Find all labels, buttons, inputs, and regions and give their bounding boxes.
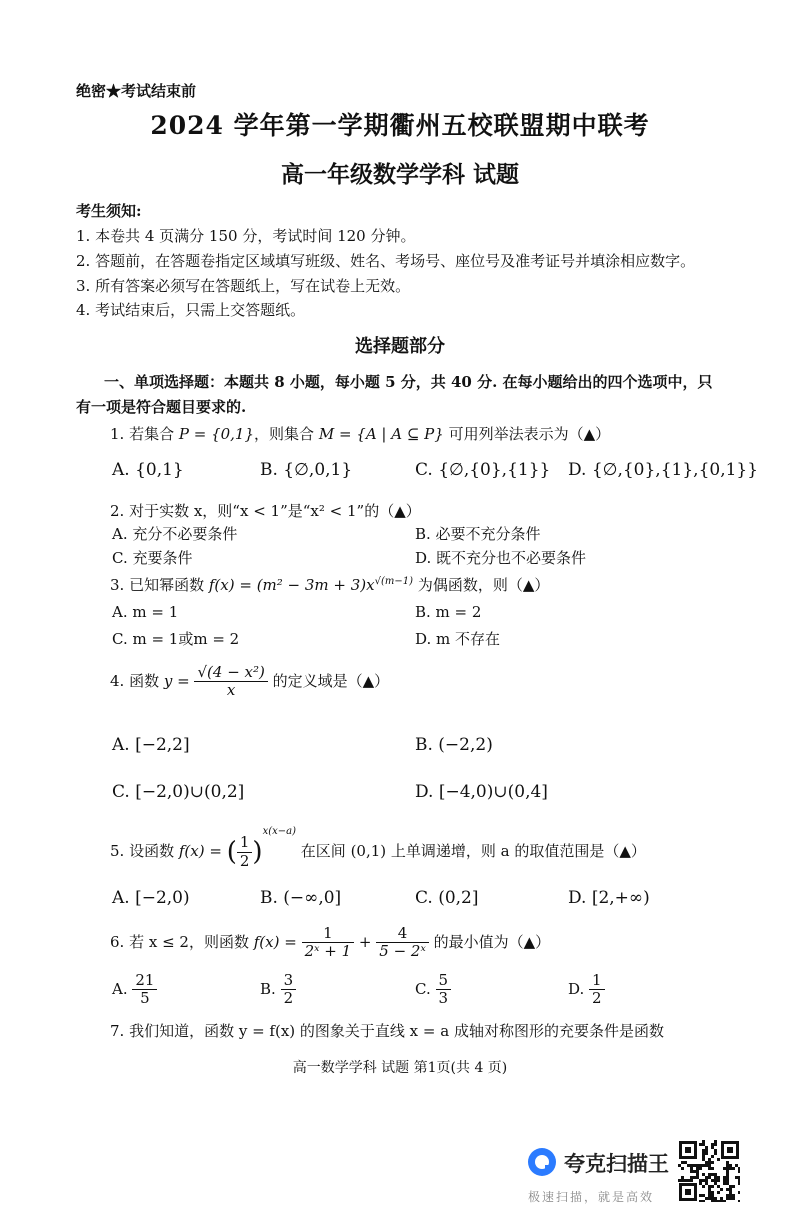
q6-option-c: C. $\frac{5}{3}$ xyxy=(415,972,451,1008)
notice-item: 3. 所有答案必须写在答题纸上，写在试卷上无效。 xyxy=(76,277,411,295)
notice-item: 4. 考试结束后，只需上交答题纸。 xyxy=(76,301,306,319)
secret-label: 绝密★考试结束前 xyxy=(76,82,197,100)
question-3-stem: 3. 已知幂函数 $f(x) = (m^2 - 3m + 3)x^{√(m-1)}$ 为偶函数，则（▲） xyxy=(110,576,550,594)
q4-option-d: D. [−4,0)∪(0,4] xyxy=(415,782,548,802)
question-1-stem: 1. 若集合 P = {0,1}，则集合 M = {A | A ⊆ P} 可用列举法表示为（▲） xyxy=(110,425,611,443)
question-7-stem: 7. 我们知道，函数 y = f(x) 的图象关于直线 x = a 成轴对称图形的充要条件是函数 xyxy=(110,1022,664,1040)
q4-option-a: A. [−2,2] xyxy=(112,735,190,755)
q3-option-c: C. m = 1或m = 2 xyxy=(112,630,240,648)
question-5-stem: 5. 设函数 f(x) = ( $\frac{1}{2}$ )$^{x(x-a)}$ 在区间 (0,1) 上单调递增，则 a 的取值范围是（▲） xyxy=(110,826,646,870)
notice-item: 2. 答题前，在答题卷指定区域填写班级、姓名、考场号、座位号及准考证号并填涂相应数字。 xyxy=(76,252,696,270)
q4-option-b: B. (−2,2) xyxy=(415,735,493,755)
q6-fraction-1: $\frac{1}{\text{2ˣ + 1}}$ xyxy=(302,925,355,961)
q6-option-d: D. $\frac{1}{2}$ xyxy=(568,972,605,1008)
q1-option-c: C. {∅,{0},{1}} xyxy=(415,460,551,480)
q6-fraction-2: $\frac{4}{\text{5 − 2ˣ}}$ xyxy=(376,925,429,961)
q3-option-a: A. m = 1 xyxy=(112,603,179,621)
qr-code-icon xyxy=(678,1140,740,1202)
q1-option-d: D. {∅,{0},{1},{0,1}} xyxy=(568,460,759,480)
q2-option-a: A. 充分不必要条件 xyxy=(112,525,238,543)
section-intro: 有一项是符合题目要求的. xyxy=(76,398,247,416)
q3-option-b: B. m = 2 xyxy=(415,603,482,621)
question-6-stem: 6. 若 x ≤ 2，则函数 f(x) = $\frac{1}{\text{2ˣ + 1}}$ + $\frac{4}{\text{5 − 2ˣ}}$ 的最小值为（▲） xyxy=(110,924,551,961)
q1-option-a: A. {0,1} xyxy=(112,460,184,480)
q5-option-a: A. [−2,0) xyxy=(112,888,190,908)
q4-option-c: C. [−2,0)∪(0,2] xyxy=(112,782,245,802)
exam-title: 2024 学年第一学期衢州五校联盟期中联考 xyxy=(150,111,650,140)
q6-option-a: A. $\frac{21}{5}$ xyxy=(112,972,157,1008)
q6-option-b: B. $\frac{3}{2}$ xyxy=(260,972,296,1008)
notice-item: 1. 本卷共 4 页满分 150 分，考试时间 120 分钟。 xyxy=(76,227,416,245)
notice-heading: 考生须知: xyxy=(76,202,142,220)
exam-subtitle: 高一年级数学学科 试题 xyxy=(280,161,519,188)
scanner-logo-icon xyxy=(526,1146,558,1178)
q2-option-b: B. 必要不充分条件 xyxy=(415,525,541,543)
q5-fraction: $\frac{1}{2}$ xyxy=(237,834,253,870)
section-intro: 一、单项选择题：本题共 8 小题，每小题 5 分，共 40 分. 在每小题给出的四个选项中，只 xyxy=(104,373,713,391)
page-footer: 高一数学学科 试题 第1页(共 4 页) xyxy=(292,1060,508,1076)
scanner-app-name: 夸克扫描王 xyxy=(564,1152,669,1176)
q5-option-d: D. [2,+∞) xyxy=(568,888,650,908)
q2-option-d: D. 既不充分也不必要条件 xyxy=(415,549,587,567)
q3-option-d: D. m 不存在 xyxy=(415,630,501,648)
section-title: 选择题部分 xyxy=(355,336,445,357)
q5-option-c: C. (0,2] xyxy=(415,888,479,908)
q2-option-c: C. 充要条件 xyxy=(112,549,193,567)
question-2-stem: 2. 对于实数 x，则“x < 1”是“x² < 1”的（▲） xyxy=(110,502,421,520)
q4-fraction: $\frac{\text{√(4 − x²)}}{x}$ xyxy=(194,664,267,700)
scanner-slogan: 极速扫描，就是高效 xyxy=(528,1190,655,1204)
q1-option-b: B. {∅,0,1} xyxy=(260,460,353,480)
q5-option-b: B. (−∞,0] xyxy=(260,888,342,908)
question-4-stem: 4. 函数 y = $\frac{\text{√(4 − x²)}}{x}$ 的定义域是（▲） xyxy=(110,663,390,700)
